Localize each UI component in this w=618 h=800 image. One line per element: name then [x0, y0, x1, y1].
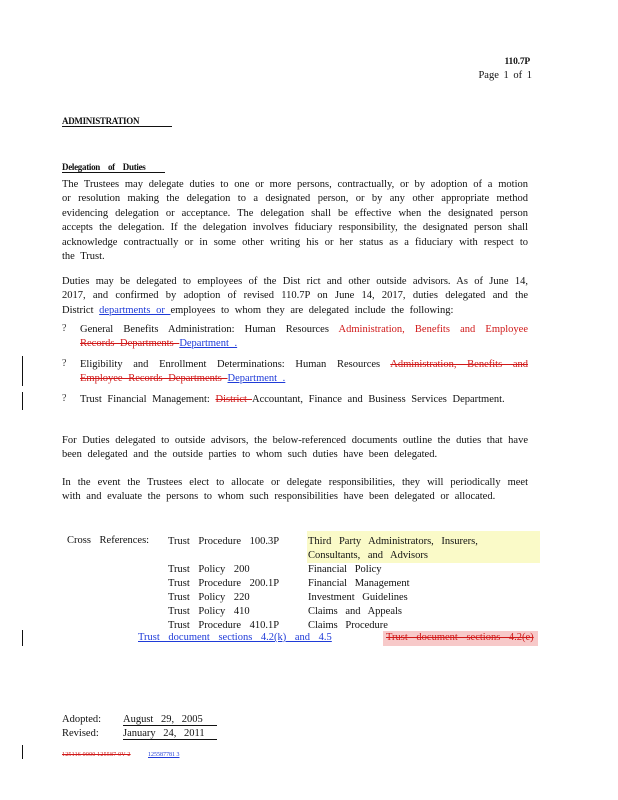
cross-ref-id: Trust Policy 200 [168, 564, 250, 575]
deleted-text: District [215, 394, 253, 405]
list-item [80, 323, 528, 351]
inserted-text: Department . [227, 372, 286, 384]
paragraph-duties [62, 275, 528, 318]
bullet-icon: ? [62, 323, 67, 334]
adopted-label: Adopted: [62, 714, 102, 725]
change-bar [22, 392, 23, 410]
inserted-text: Department . [179, 337, 238, 349]
cross-ref-id: Trust Procedure 200.1P [168, 578, 280, 589]
inserted-text: departments or [99, 304, 171, 316]
list-item [80, 358, 528, 386]
cross-ref-id: Trust Policy 220 [168, 592, 250, 603]
page-title: Delegation of Duties [62, 162, 165, 173]
cross-ref-title: Claims Procedure [308, 620, 388, 631]
deleted-cross-ref: Trust document sections 4.2(e) [386, 632, 534, 643]
footer-deleted-code: 125116 0000 125587 0V 2 [62, 752, 131, 758]
bullet-icon: ? [62, 358, 67, 369]
list-item [80, 393, 528, 407]
paragraph-allocation: In the event the Trustees elect to allocate or delegate responsibilities, they will periodically meet with and evaluate the persons to whom such responsibilities have been delegated or allocated. [62, 477, 528, 503]
item-text: Accountant, Finance and Business Services Department. [252, 394, 505, 405]
paragraph-outside-advisors: For Duties delegated to outside advisors, the below-referenced documents outline the duties that have been delegated and the outside parties to whom such duties have been delegated. [62, 435, 528, 461]
revised-label: Revised: [62, 728, 99, 739]
cross-ref-title: Claims and Appeals [308, 606, 402, 617]
footer-inserted-code: 125587781 3 [148, 752, 180, 758]
cross-references-label: Cross References: [67, 535, 150, 546]
cross-ref-title: Investment Guidelines [308, 592, 408, 603]
cross-ref-title: Financial Management [308, 578, 410, 589]
cross-ref-id: Trust Procedure 100.3P [168, 536, 280, 547]
paragraph-delegation: The Trustees may delegate duties to one or more persons, contractually, or by adoption of a motion or resolution making the delegation to a designated person, or by any other appropriate method evidencing delegation or acceptance. The delegation shall be effective when the designated person accepts the delegation. If the delegation involves fiduciary responsibility, the designated person shall acknowledge contractually or in some other writing his or her status as a fiduciary with respect to the Trust. [62, 179, 528, 263]
document-number: 110.7P [504, 57, 530, 67]
adopted-date: August 29, 2005 [123, 714, 217, 726]
paragraph-text: Duties may be delegated to employees of the Dist rict and other outside advisors. As of June 14, 2017, and confirmed by adoption of revised 110.7P on June 14, 2017, duties delegated and the District [62, 276, 528, 316]
cross-ref-title: Consultants, and Advisors [308, 550, 428, 561]
inserted-text: Administration, Benefits and Employee [338, 324, 528, 335]
cross-ref-title: Third Party Administrators, Insurers, [308, 536, 478, 547]
deleted-text: Administration, Benefits and Employee Records Departments [80, 359, 529, 384]
inserted-cross-ref: Trust document sections 4.2(k) and 4.5 [138, 632, 332, 643]
bullet-icon: ? [62, 393, 67, 404]
cross-ref-title: Financial Policy [308, 564, 382, 575]
item-text: Eligibility and Enrollment Determinations: Human Resources [80, 359, 391, 370]
change-bar [22, 356, 23, 386]
cross-ref-id: Trust Policy 410 [168, 606, 250, 617]
page-indicator: Page 1 of 1 [478, 70, 532, 81]
change-bar [22, 745, 23, 759]
paragraph-text: employees to whom they are delegated include the following: [170, 304, 454, 316]
section-title: ADMINISTRATION [62, 116, 172, 127]
revised-date: January 24, 2011 [123, 728, 217, 740]
change-bar [22, 630, 23, 646]
item-text: General Benefits Administration: Human Resources [80, 324, 339, 335]
cross-ref-id: Trust Procedure 410.1P [168, 620, 280, 631]
item-text: Trust Financial Management: [80, 394, 216, 405]
deleted-text: Records Departments [80, 337, 180, 349]
